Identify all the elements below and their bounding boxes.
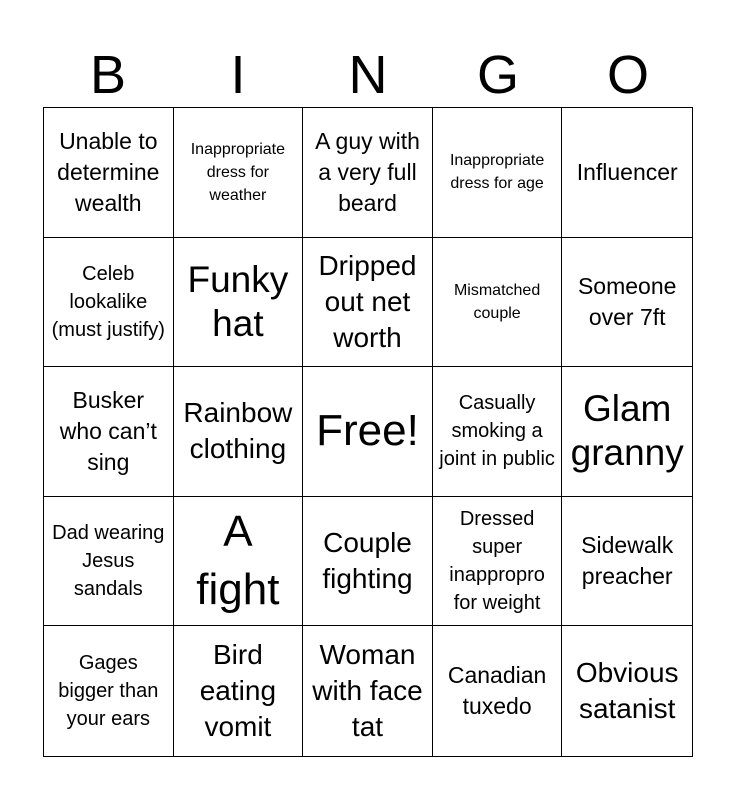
bingo-cell-r1c4[interactable] (433, 108, 563, 238)
bingo-card (43, 107, 693, 757)
bingo-cell-r5c2[interactable] (174, 626, 304, 756)
bingo-cell-label: Inappropriate dress for age (449, 152, 545, 193)
bingo-cell-label: Casually smoking a joint in public (439, 392, 555, 471)
bingo-cell-r5c4[interactable] (433, 626, 563, 756)
header-letter-n: N (348, 45, 388, 105)
bingo-cell-r2c5[interactable] (562, 238, 692, 368)
bingo-cell-label: Bird eating vomit (199, 639, 277, 743)
bingo-cell-r2c4[interactable] (433, 238, 563, 368)
bingo-cell-label: Canadian tuxedo (447, 662, 547, 720)
bingo-cell-label: Inappropriate dress for weather (190, 140, 286, 204)
bingo-cell-label: Sidewalk preacher (581, 532, 674, 590)
bingo-cell-label: Influencer (576, 158, 678, 185)
bingo-cell-label: Gages bigger than your ears (58, 652, 159, 731)
bingo-cell-label: Unable to determine wealth (57, 127, 160, 216)
bingo-cell-label: Dad wearing Jesus sandals (52, 522, 165, 601)
bingo-cell-label: Couple fighting (322, 527, 413, 595)
bingo-cell-free[interactable] (303, 367, 433, 497)
bingo-cell-r2c3[interactable] (303, 238, 433, 368)
bingo-cell-r4c4[interactable] (433, 497, 563, 627)
bingo-cell-r3c1[interactable] (44, 367, 174, 497)
bingo-cell-r5c1[interactable] (44, 626, 174, 756)
bingo-cell-label: Dripped out net worth (318, 249, 417, 353)
bingo-cell-r1c1[interactable] (44, 108, 174, 238)
bingo-cell-label: Dressed super inappropro for weight (449, 508, 545, 615)
bingo-cell-label: Funky hat (187, 258, 289, 344)
bingo-cell-r5c5[interactable] (562, 626, 692, 756)
header-letter-b: B (89, 45, 127, 105)
bingo-cell-r1c3[interactable] (303, 108, 433, 238)
free-space-label: Free! (316, 406, 419, 456)
bingo-cell-label: Mismatched couple (453, 281, 541, 322)
bingo-cell-label: Celeb lookalike (must justify) (51, 262, 165, 341)
bingo-cell-label: A guy with a very full beard (315, 127, 420, 216)
bingo-cell-r1c5[interactable] (562, 108, 692, 238)
bingo-cell-r3c2[interactable] (174, 367, 304, 497)
bingo-cell-r2c2[interactable] (174, 238, 304, 368)
bingo-cell-r1c2[interactable] (174, 108, 304, 238)
bingo-cell-r4c3[interactable] (303, 497, 433, 627)
bingo-cell-r3c4[interactable] (433, 367, 563, 497)
bingo-cell-label: Glam granny (570, 388, 684, 474)
header-letter-i: I (230, 45, 246, 105)
bingo-cell-label: Obvious satanist (575, 657, 679, 725)
bingo-cell-label: Woman with face tat (312, 639, 423, 743)
bingo-cell-r4c1[interactable] (44, 497, 174, 627)
bingo-cell-r2c1[interactable] (44, 238, 174, 368)
header-letter-g: G (476, 45, 519, 105)
header-letter-o: O (606, 45, 649, 105)
bingo-cell-label: Busker who can’t sing (59, 386, 157, 475)
bingo-cell-r4c2[interactable] (174, 497, 304, 627)
bingo-cell-r3c5[interactable] (562, 367, 692, 497)
bingo-header (43, 44, 693, 106)
bingo-cell-label: A fight (196, 507, 280, 615)
bingo-cell-r5c3[interactable] (303, 626, 433, 756)
bingo-cell-label: Rainbow clothing (183, 397, 293, 465)
bingo-cell-r4c5[interactable] (562, 497, 692, 627)
bingo-cell-label: Someone over 7ft (577, 272, 677, 330)
